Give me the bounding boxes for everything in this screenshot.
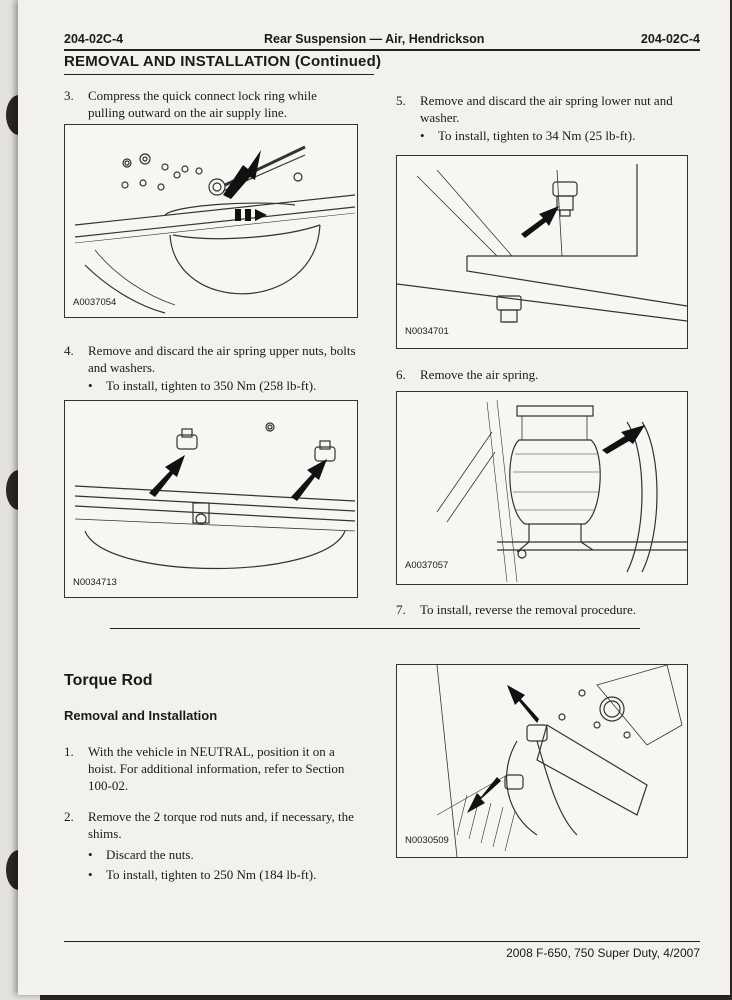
step-number: 1. [64,744,74,759]
section-code-left: 204-02C-4 [64,32,124,46]
step-text: With the vehicle in NEUTRAL, position it on a hoist. For additional information, refer to Section 100-02. [88,744,345,793]
step-text: Remove and discard the air spring lower nut and washer. [420,93,673,125]
bullet-text: To install, tighten to 250 Nm (184 lb-ft). [106,867,317,882]
step-number: 6. [396,367,406,382]
torque-rod-illustration [397,665,687,857]
air-spring-illustration [397,392,687,584]
upper-nuts-illustration [65,401,357,597]
figure-id: A0037054 [73,297,117,308]
bullet-icon: • [88,867,93,882]
section-divider [110,628,640,629]
section-code-right: 204-02C-4 [640,32,700,46]
removal-installation-heading: Removal and Installation [64,708,218,723]
figure-id: N0030509 [405,835,449,846]
bullet-icon: • [420,128,425,143]
manual-page [18,0,730,995]
header-rule [64,49,700,51]
step-number: 5. [396,93,406,108]
step-number: 3. [64,88,74,103]
bullet-text: To install, tighten to 34 Nm (25 lb-ft). [438,128,636,143]
page-header-title: Rear Suspension — Air, Hendrickson [264,32,485,46]
figure-air-supply-line [64,124,358,318]
figure-torque-rod-nuts [396,664,688,858]
figure-id: N0034713 [73,577,117,588]
step-text: Remove the air spring. [420,367,539,382]
figure-id: N0034701 [405,326,449,337]
figure-upper-nuts [64,400,358,598]
bullet-text: To install, tighten to 350 Nm (258 lb-ft). [106,378,317,393]
figure-air-spring [396,391,688,585]
torque-rod-heading: Torque Rod [64,672,153,689]
lower-nut-illustration [397,156,687,348]
footer-rule [64,941,700,942]
figure-id: A0037057 [405,560,449,571]
bullet-text: Discard the nuts. [106,847,194,862]
step-number: 2. [64,809,74,824]
step-text: To install, reverse the removal procedure. [420,602,637,617]
figure-lower-nut [396,155,688,349]
step-text: Compress the quick connect lock ring while pulling outward on the air supply line. [88,88,317,120]
air-supply-illustration [65,125,357,317]
step-text: Remove the 2 torque rod nuts and, if necessary, the shims. [88,809,354,841]
step-text: Remove and discard the air spring upper nuts, bolts and washers. [88,343,356,375]
bullet-icon: • [88,378,93,393]
step-number: 7. [396,602,406,617]
footer-text: 2008 F-650, 750 Super Duty, 4/2007 [506,946,700,960]
step-number: 4. [64,343,74,358]
bullet-icon: • [88,847,93,862]
section-title: REMOVAL AND INSTALLATION (Continued) [64,53,382,70]
section-title-underline [64,74,374,75]
